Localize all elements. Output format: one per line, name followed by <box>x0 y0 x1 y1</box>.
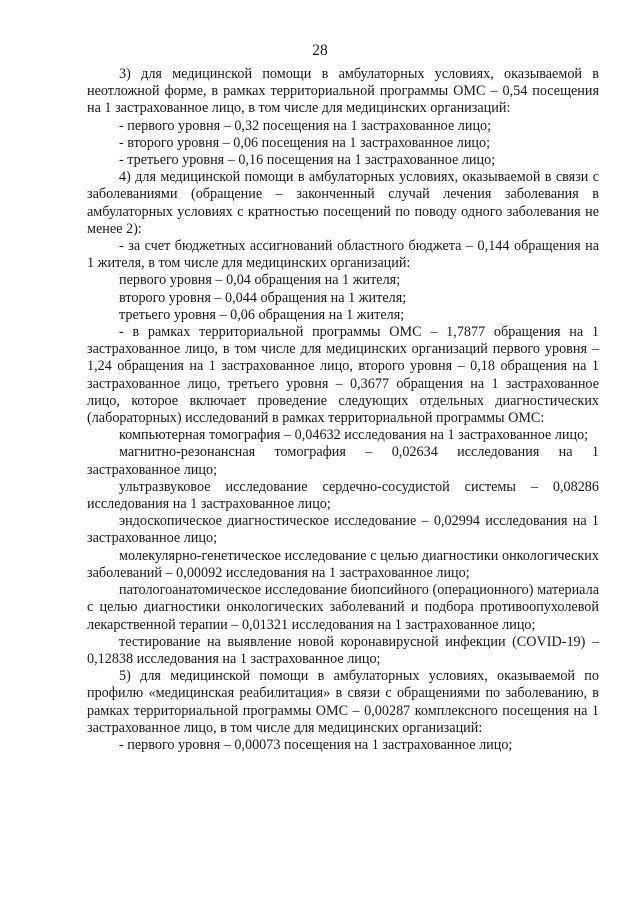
paragraph: молекулярно-генетическое исследование с целью диагностики онкологических заболеваний – 0,00092 исследования на 1 застрахованное лицо; <box>87 547 599 581</box>
paragraph: - третьего уровня – 0,16 посещения на 1 застрахованное лицо; <box>119 152 496 169</box>
paragraph: 4) для медицинской помощи в амбулаторных условиях, оказываемой в связи с заболеваниями (обращение – законченный случай лечения заболевания в амбулаторных условиях с кратностью посещений по поводу одного заболевания не менее 2): <box>87 169 599 237</box>
paragraph: компьютерная томография – 0,04632 исследования на 1 застрахованное лицо; <box>119 427 589 444</box>
paragraph: - за счет бюджетных ассигнований областного бюджета – 0,144 обращения на 1 жителя, в том числе для медицинских организаций: <box>87 238 599 272</box>
paragraph: эндоскопическое диагностическое исследование – 0,02994 исследования на 1 застрахованное лицо; <box>87 513 599 547</box>
paragraph: - первого уровня – 0,32 посещения на 1 застрахованное лицо; <box>119 117 492 134</box>
paragraph: - второго уровня – 0,06 посещения на 1 застрахованное лицо; <box>119 134 491 151</box>
paragraph: патологоанатомическое исследование биопсийного (операционного) материала с целью диагностики онкологических заболеваний и подбора противоопухолевой лекарственной терапии – 0,01321 исследования на 1 застрахованное лицо; <box>87 582 599 633</box>
paragraph: 3) для медицинской помощи в амбулаторных условиях, оказываемой в неотложной форме, в рамках территориальной программы ОМС – 0,54 посещения на 1 застрахованное лицо, в том числе для медицинских организаций: <box>87 66 599 117</box>
paragraph: ультразвуковое исследование сердечно-сосудистой системы – 0,08286 исследования на 1 застрахованное лицо; <box>87 478 599 513</box>
paragraph: третьего уровня – 0,06 обращения на 1 жителя; <box>119 306 405 323</box>
paragraph: - в рамках территориальной программы ОМС – 1,7877 обращения на 1 застрахованное лицо, в том числе для медицинских организаций первого уровня – 1,24 обращения на 1 застрахованное лицо, второго уровня – 0,18 обращения на 1 застрахованное лицо, третьего уровня – 0,3677 обращения на 1 застрахованное лицо, которое включает проведение следующих отдельных диагностических (лабораторных) исследований в рамках территориальной программы ОМС: <box>87 324 599 427</box>
document-body <box>87 66 599 754</box>
paragraph: магнитно-резонансная томография – 0,02634 исследования на 1 застрахованное лицо; <box>87 444 599 478</box>
paragraph: - первого уровня – 0,00073 посещения на 1 застрахованное лицо; <box>119 736 513 753</box>
paragraph: тестирование на выявление новой коронавирусной инфекции (COVID-19) – 0,12838 исследования на 1 застрахованное лицо; <box>87 633 599 667</box>
paragraph: 5) для медицинской помощи в амбулаторных условиях, оказываемой по профилю «медицинская реабилитация» в связи с обращениями по заболеванию, в рамках территориальной программы ОМС – 0,00287 комплексного посещения на 1 застрахованное лицо, в том числе для медицинских организаций: <box>87 668 599 736</box>
paragraph: первого уровня – 0,04 обращения на 1 жителя; <box>119 272 401 289</box>
page-number: 28 <box>312 42 328 59</box>
paragraph: второго уровня – 0,044 обращения на 1 жителя; <box>119 289 407 306</box>
